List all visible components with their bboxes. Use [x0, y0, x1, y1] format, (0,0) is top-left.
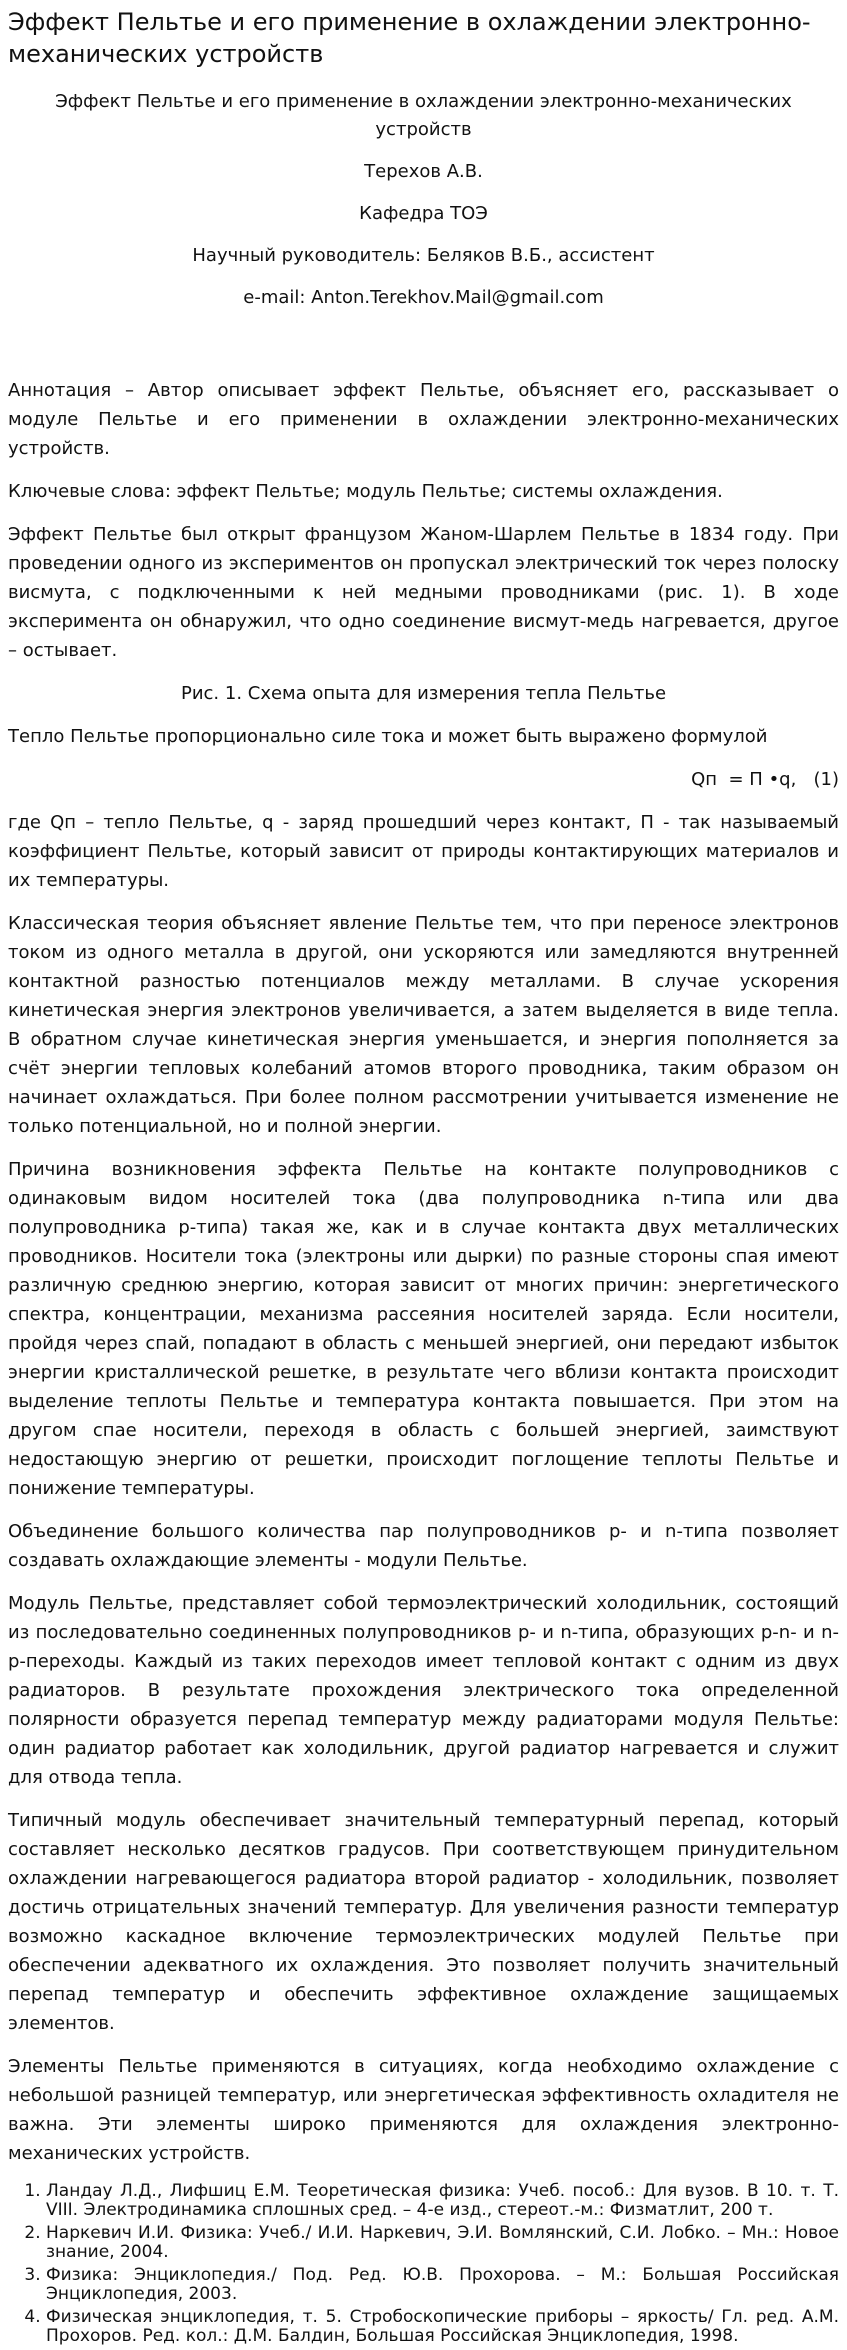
formula-line: Qп = П •q, (1)	[691, 769, 839, 790]
reference-item: 4. Физическая энциклопедия, т. 5. Стробоскопические приборы – яркость/ Гл. ред. А.М. Прохоров. Ред. кол.: Д.М. Балдин, Большая Российская Энциклопедия, 1998.	[46, 2308, 839, 2346]
department-name: Кафедра ТОЭ	[359, 203, 488, 224]
body-paragraph: Объединение большого количества пар полупроводников p- и n-типа позволяет создавать охлаждающие элементы - модули Пельтье.	[8, 1521, 839, 1571]
body-paragraph: Классическая теория объясняет явление Пельтье тем, что при переносе электронов током из одного металла в другой, они ускоряются или замедляются внутренней контактной разностью потенциалов между металлами. В случае ускорения кинетическая энергия электронов увеличивается, а затем выделяется в виде тепла. В обратном случае кинетическая энергия уменьшается, и энергия пополняется за счёт энергии тепловых колебаний атомов второго проводника, таким образом он начинает охлаждаться. При более полном рассмотрении учитывается изменение не только потенциальной, но и полной энергии.	[8, 913, 839, 1137]
advisor-line: Научный руководитель: Беляков В.Б., ассистент	[192, 245, 655, 266]
figure-caption: Рис. 1. Схема опыта для измерения тепла Пельтье	[180, 683, 667, 704]
reference-item: 1. Ландау Л.Д., Лифшиц Е.М. Теоретическая физика: Учеб. пособ.: Для вузов. В 10. т. Т. VIII. Электродинамика сплошных сред. – 4-е изд., стереот.-м.: Физматлит, 200 т.	[46, 2182, 839, 2220]
body-paragraph: Модуль Пельтье, представляет собой термоэлектрический холодильник, состоящий из последовательно соединенных полупроводников p- и n-типа, образующих p-n- и n-p-переходы. Каждый из таких переходов имеет тепловой контакт с одним из двух радиаторов. В результате прохождения электрического тока определенной полярности образуется перепад температур между радиаторами модуля Пельтье: один радиатор работает как холодильник, другой радиатор нагревается и служит для отвода тепла.	[8, 1593, 839, 1788]
body-paragraph: Тепло Пельтье пропорционально силе тока и может быть выражено формулой	[8, 726, 768, 747]
keywords-paragraph: Ключевые слова: эффект Пельтье; модуль Пельтье; системы охлаждения.	[8, 481, 723, 502]
document-title: Эффект Пельтье и его применение в охлаждении электронно-механических устройств	[8, 8, 811, 68]
reference-item: 3. Физика: Энциклопедия./ Под. Ред. Ю.В. Прохорова. – М.: Большая Российская Энциклопедия, 2003.	[46, 2266, 839, 2304]
body-paragraph: где Qп – тепло Пельтье, q - заряд прошедший через контакт, П - так называемый коэффициент Пельтье, который зависит от природы контактирующих материалов и их температуры.	[8, 812, 839, 891]
author-name: Терехов А.В.	[364, 161, 483, 182]
body-paragraph: Эффект Пельтье был открыт французом Жаном-Шарлем Пельтье в 1834 году. При проведении одного из экспериментов он пропускал электрический ток через полоску висмута, с подключенными к ней медными проводниками (рис. 1). В ходе эксперимента он обнаружил, что одно соединение висмут-медь нагревается, другое – остывает.	[8, 524, 839, 661]
email-line: e-mail: Anton.Terekhov.Mail@gmail.com	[243, 287, 604, 308]
paper-subtitle: Эффект Пельтье и его применение в охлаждении электронно-механических устройств	[55, 91, 792, 140]
body-paragraph: Типичный модуль обеспечивает значительный температурный перепад, который составляет несколько десятков градусов. При соответствующем принудительном охлаждении нагревающегося радиатора второй радиатор - холодильник, позволяет достичь отрицательных значений температур. Для увеличения разности температур возможно каскадное включение термоэлектрических модулей Пельтье при обеспечении адекватного их охлаждения. Это позволяет получить значительный перепад температур и обеспечить эффективное охлаждение защищаемых элементов.	[8, 1810, 839, 2034]
reference-item: 2. Наркевич И.И. Физика: Учеб./ И.И. Наркевич, Э.И. Вомлянский, С.И. Лобко. – Мн.: Новое знание, 2004.	[46, 2224, 839, 2262]
body-paragraph: Причина возникновения эффекта Пельтье на контакте полупроводников с одинаковым видом носителей тока (два полупроводника n-типа или два полупроводника p-типа) такая же, как и в случае контакта двух металлических проводников. Носители тока (электроны или дырки) по разные стороны спая имеют различную среднюю энергию, которая зависит от многих причин: энергетического спектра, концентрации, механизма рассеяния носителей заряда. Если носители, пройдя через спай, попадают в область с меньшей энергией, они передают избыток энергии кристаллической решетке, в результате чего вблизи контакта происходит выделение теплоты Пельтье и температура контакта повышается. При этом на другом спае носители, переходя в область с большей энергией, заимствуют недостающую энергию от решетки, происходит поглощение теплоты Пельтье и понижение температуры.	[8, 1159, 839, 1499]
body-paragraph: Элементы Пельтье применяются в ситуациях, когда необходимо охлаждение с небольшой разницей температур, или энергетическая эффективность охладителя не важна. Эти элементы широко применяются для охлаждения электронно-механических устройств.	[8, 2056, 839, 2164]
abstract-paragraph: Аннотация – Автор описывает эффект Пельтье, объясняет его, рассказывает о модуле Пельтье и его применении в охлаждении электронно-механических устройств.	[8, 380, 839, 459]
references-list	[0, 2182, 847, 2346]
header-spacer	[0, 326, 847, 376]
